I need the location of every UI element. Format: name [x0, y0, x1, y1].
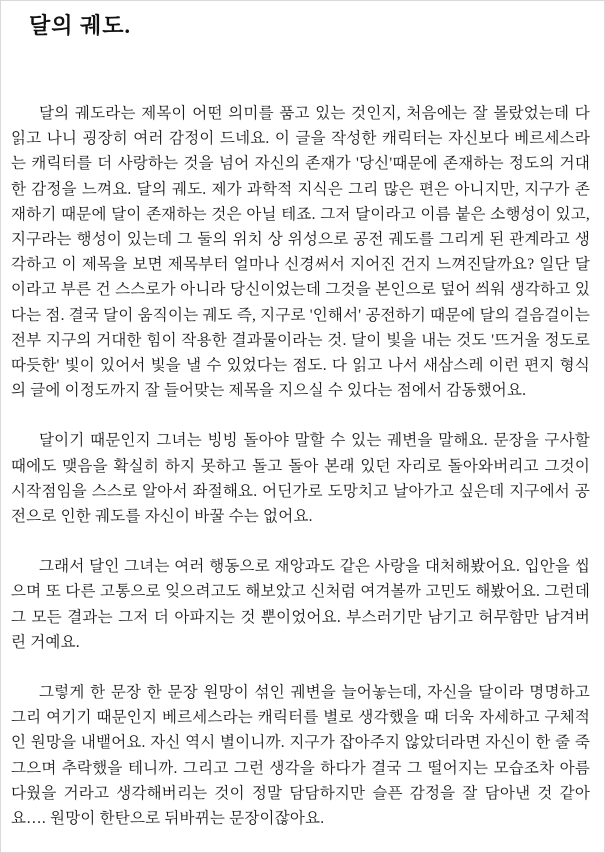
paragraph-moon-sophistry: 달이기 때문인지 그녀는 빙빙 돌아야 말할 수 있는 궤변을 말해요. 문장을 구사할 때에도 맺음을 확실히 하지 못하고 돌고 돌아 본래 있던 자리로 돌아와버리고 그것이 시작점임을 스스로 알아서 좌절해요. 어딘가로 도망치고 날아가고 싶은데 지구에서 공전으로 인한 궤도를 자신이 바꿀 수는 없어요. [11, 432, 590, 526]
paragraph-resentment-lament: 그렇게 한 문장 한 문장 원망이 섞인 궤변을 늘어놓는데, 자신을 달이라 명명하고 그리 여기기 때문인지 베르세스라는 캐릭터를 별로 생각했을 때 더욱 자세하고 구체적인 원망을 내뱉어요. 자신 역시 별이니까. 지구가 잡아주지 않았더라면 자신이 한 줄 죽 그으며 추락했을 테니까. 그리고 그런 생각을 하다가 결국 그 떨어지는 모습조차 아름다웠을 거라고 생각해버리는 것이 정말 담담하지만 슬픈 감정을 잘 담아낸 것 같아요…. 원망이 한탄으로 뒤바뀌는 문장이잖아요. [11, 684, 590, 828]
paragraph-coping-with-love: 그래서 달인 그녀는 여러 행동으로 재앙과도 같은 사랑을 대처해봤어요. 입안을 씹으며 또 다른 고통으로 잊으려고도 해보았고 신처럼 여겨볼까 고민도 해봤어요. 그런데 그 모든 결과는 그저 더 아파지는 것 뿐이었어요. 부스러기만 남기고 허무함만 남겨버린 거예요. [11, 558, 590, 651]
paragraph-intro-title-meaning: 달의 궤도라는 제목이 어떤 의미를 품고 있는 것인지, 처음에는 잘 몰랐었는데 다 읽고 나니 굉장히 여러 감정이 드네요. 이 글을 작성한 캐릭터는 자신보다 베르세스라는 캐릭터를 더 사랑하는 것을 넘어 자신의 존재가 '당신'때문에 존재하는 정도의 거대한 감정을 느껴요. 달의 궤도. 제가 과학적 지식은 그리 많은 편은 아니지만, 지구가 존재하기 때문에 달이 존재하는 것은 아닐 테죠. 그저 달이라고 이름 붙은 소행성이 있고, 지구라는 행성이 있는데 그 둘의 위치 상 위성으로 공전 궤도를 그리게 된 관계라고 생각하고 이 제목을 보면 제목부터 얼마나 신경써서 지어진 건지 느껴진달까요? 일단 달이라고 부른 건 스스로가 아니라 당신이었는데 그것을 본인으로 덮어 씌워 생각하고 있다는 점. 결국 달이 움직이는 궤도 즉, 지구로 '인해서' 공전하기 때문에 달의 걸음걸이는 전부 지구의 거대한 힘이 작용한 결과물이라는 것. 달이 빛을 내는 것도 '뜨거울 정도로 따듯한' 빛이 있어서 빛을 낼 수 있었다는 점도. 다 읽고 나서 새삼스레 이런 편지 형식의 글에 이정도까지 잘 들어맞는 제목을 지으실 수 있다는 점에서 감동했어요. [11, 105, 590, 400]
document-title: 달의 궤도. [29, 13, 132, 38]
